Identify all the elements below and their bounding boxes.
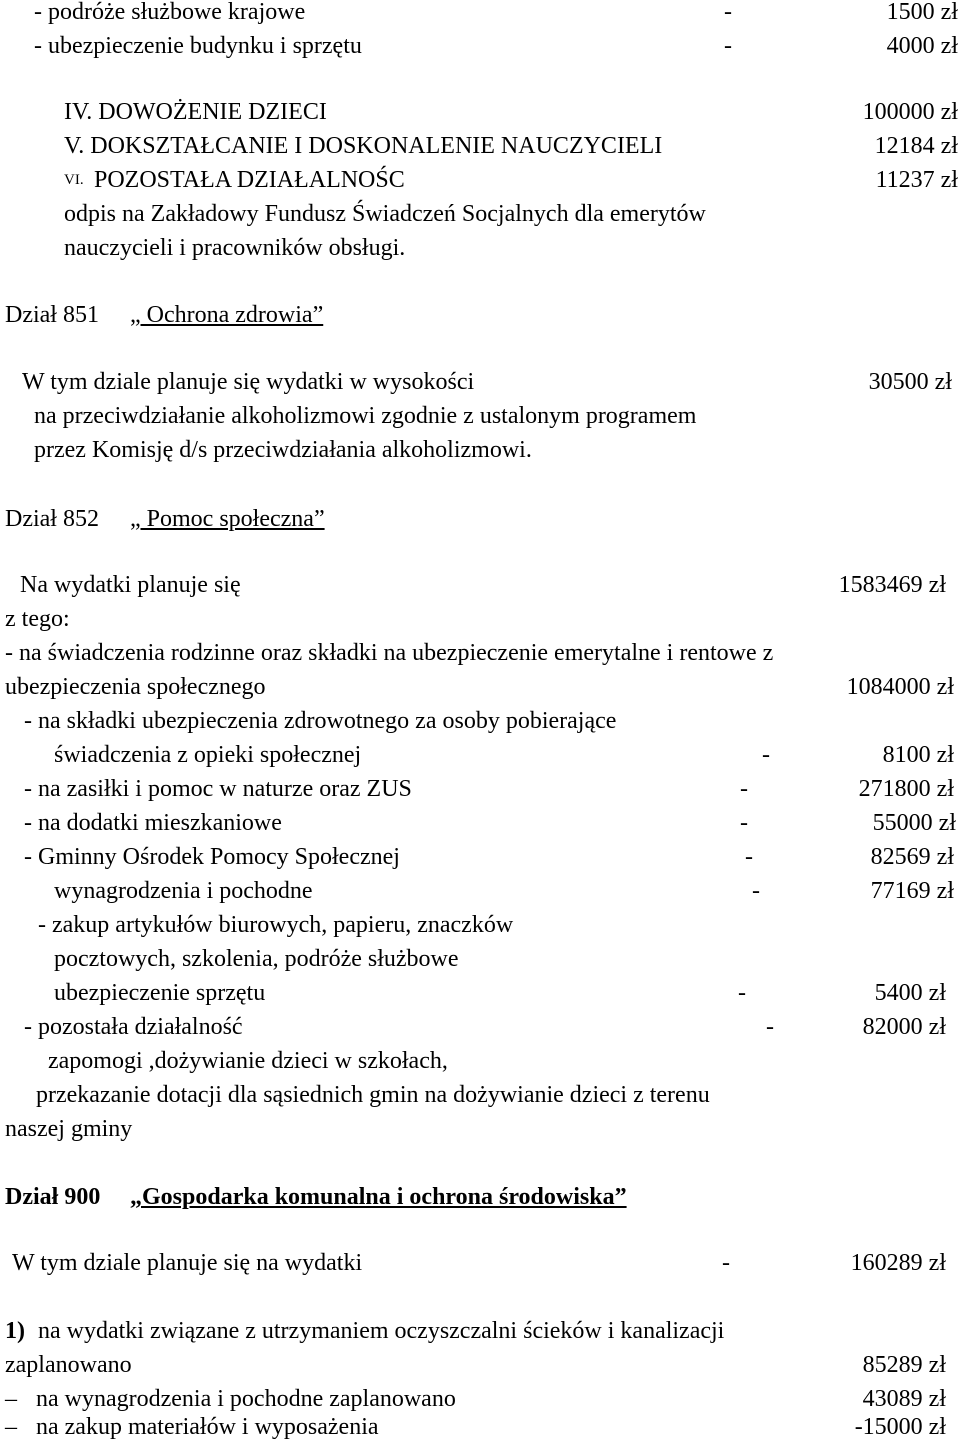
budget-line: [0, 942, 960, 976]
line-amount: 82569 zł: [870, 844, 954, 870]
budget-line: [0, 231, 960, 265]
budget-line: [0, 840, 960, 874]
line-text: V. DOKSZTAŁCANIE I DOSKONALENIE NAUCZYCIELI: [64, 133, 663, 159]
line-text: POZOSTAŁA DZIAŁALNOŚC: [94, 167, 405, 193]
line-text: na przeciwdziałanie alkoholizmowi zgodnie z ustalonym programem: [34, 403, 697, 429]
line-amount: 271800 zł: [858, 776, 954, 802]
line-amount: 12184 zł: [874, 133, 958, 159]
line-text: naszej gminy: [5, 1116, 133, 1142]
budget-line: [0, 1010, 960, 1044]
line-amount: 85289 zł: [862, 1352, 946, 1378]
budget-line: [0, 738, 960, 772]
line-text: W tym dziale planuje się wydatki w wysokości: [22, 369, 475, 395]
line-amount: 8100 zł: [882, 742, 954, 768]
section-number: Dział 852: [5, 506, 99, 532]
budget-line: [0, 568, 960, 602]
line-text: nauczycieli i pracowników obsługi.: [64, 235, 406, 261]
roman-numeral: VI.: [64, 172, 84, 188]
line-text: na wydatki związane z utrzymaniem oczyszczalni ścieków i kanalizacji: [38, 1318, 725, 1344]
section-heading-v: [0, 129, 960, 163]
line-dash: -: [724, 33, 732, 59]
line-amount: 100000 zł: [862, 99, 958, 125]
line-text: z tego:: [5, 606, 70, 632]
line-amount: 1583469 zł: [838, 572, 946, 598]
budget-line: [0, 976, 960, 1010]
line-text: wynagrodzenia i pochodne: [54, 878, 313, 904]
line-dash: -: [752, 878, 760, 904]
line-text: - pozostała działalność: [24, 1014, 243, 1040]
budget-line: [0, 1112, 960, 1146]
line-text: na wynagrodzenia i pochodne zaplanowano: [36, 1386, 456, 1412]
line-text: - zakup artykułów biurowych, papieru, znaczków: [38, 912, 514, 938]
line-dash: -: [740, 810, 748, 836]
line-amount: -15000 zł: [854, 1414, 946, 1440]
line-amount: 5400 zł: [874, 980, 946, 1006]
line-text: zapomogi ,dożywianie dzieci w szkołach,: [48, 1048, 448, 1074]
line-dash: -: [724, 0, 732, 25]
line-text: na zakup materiałów i wyposażenia: [36, 1414, 379, 1440]
budget-line: [0, 670, 960, 704]
line-text: - na świadczenia rodzinne oraz składki na ubezpieczenie emerytalne i rentowe z: [5, 640, 774, 666]
section-heading-iv: [0, 95, 960, 129]
budget-line: [0, 1314, 960, 1348]
budget-line: [0, 197, 960, 231]
budget-line: [0, 874, 960, 908]
section-name: „ Ochrona zdrowia”: [130, 302, 324, 328]
line-text: - podróże służbowe krajowe: [34, 0, 306, 25]
budget-line: [0, 399, 960, 433]
line-text: - ubezpieczenie budynku i sprzętu: [34, 33, 362, 59]
line-text: zaplanowano: [5, 1352, 132, 1378]
section-number: Dział 851: [5, 302, 99, 328]
line-amount: 43089 zł: [862, 1386, 946, 1412]
section-name: „ Pomoc społeczna”: [130, 506, 325, 532]
line-dash: -: [766, 1014, 774, 1040]
budget-line: [0, 1348, 960, 1382]
budget-line: [0, 772, 960, 806]
budget-line: [0, 433, 960, 467]
line-amount: 30500 zł: [868, 369, 952, 395]
budget-line: [0, 1044, 960, 1078]
line-text: świadczenia z opieki społecznej: [54, 742, 362, 768]
budget-line: [0, 704, 960, 738]
line-text: ubezpieczenia społecznego: [5, 674, 266, 700]
budget-line: [0, 806, 960, 840]
line-text: ubezpieczenie sprzętu: [54, 980, 266, 1006]
line-amount: 1084000 zł: [846, 674, 954, 700]
budget-line: [0, 908, 960, 942]
line-text: przekazanie dotacji dla sąsiednich gmin na dożywianie dzieci z terenu: [36, 1082, 710, 1108]
budget-line: [0, 1246, 960, 1280]
line-text: pocztowych, szkolenia, podróże służbowe: [54, 946, 459, 972]
line-amount: 160289 zł: [850, 1250, 946, 1276]
line-dash: -: [740, 776, 748, 802]
line-dash: -: [738, 980, 746, 1006]
budget-line: [0, 29, 960, 63]
budget-line: [0, 1078, 960, 1112]
line-dash: -: [722, 1250, 730, 1276]
item-number: 1): [5, 1318, 25, 1344]
line-text: odpis na Zakładowy Fundusz Świadczeń Socjalnych dla emerytów: [64, 201, 706, 227]
line-amount: 1500 zł: [886, 0, 958, 25]
line-dash: –: [5, 1386, 17, 1412]
line-text: - na zasiłki i pomoc w naturze oraz ZUS: [24, 776, 412, 802]
line-text: IV. DOWOŻENIE DZIECI: [64, 99, 327, 125]
line-text: W tym dziale planuje się na wydatki: [12, 1250, 363, 1276]
line-amount: 77169 zł: [870, 878, 954, 904]
line-text: przez Komisję d/s przeciwdziałania alkoholizmowi.: [34, 437, 532, 463]
line-amount: 82000 zł: [862, 1014, 946, 1040]
line-amount: 11237 zł: [875, 167, 958, 193]
line-dash: –: [5, 1414, 17, 1440]
section-title-900: [0, 1180, 960, 1214]
line-dash: -: [762, 742, 770, 768]
budget-line: [0, 1410, 960, 1444]
budget-line: [0, 0, 960, 29]
section-title-852: [0, 502, 960, 536]
line-text: - na dodatki mieszkaniowe: [24, 810, 282, 836]
line-dash: -: [745, 844, 753, 870]
line-text: - Gminny Ośrodek Pomocy Społecznej: [24, 844, 400, 870]
section-number: Dział 900: [5, 1184, 101, 1210]
line-amount: 55000 zł: [872, 810, 956, 836]
budget-line: [0, 365, 960, 399]
line-text: - na składki ubezpieczenia zdrowotnego za osoby pobierające: [24, 708, 617, 734]
budget-line: [0, 636, 960, 670]
line-text: Na wydatki planuje się: [20, 572, 241, 598]
section-heading-vi: [0, 163, 960, 197]
line-amount: 4000 zł: [886, 33, 958, 59]
section-name: „Gospodarka komunalna i ochrona środowiska”: [130, 1184, 627, 1210]
budget-line: [0, 602, 960, 636]
section-title-851: [0, 298, 960, 332]
